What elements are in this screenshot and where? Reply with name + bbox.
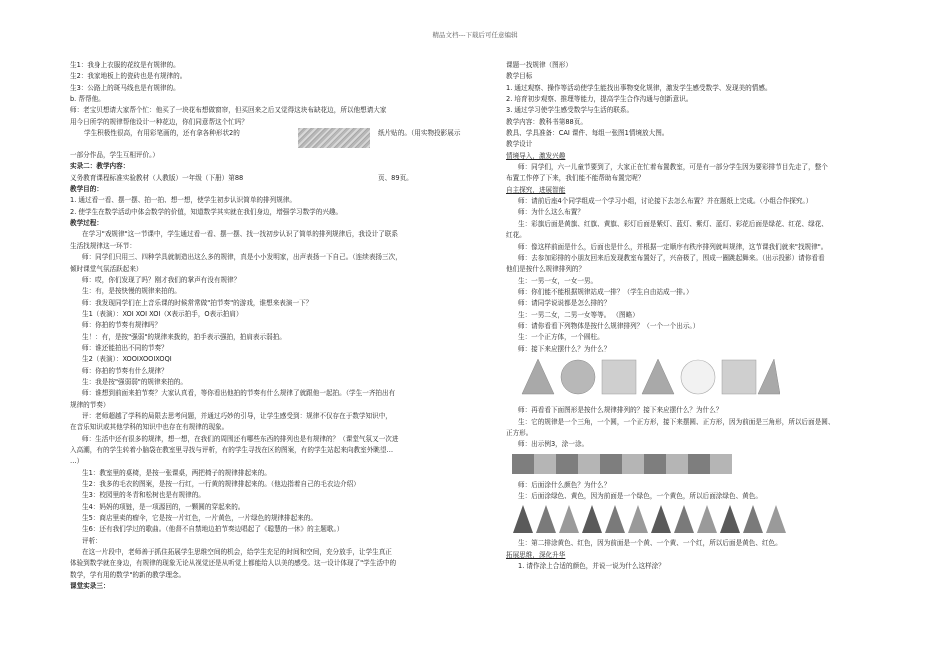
text-line: 生：第二排涂黄色、红色，因为前面是一个黄、一个黄、一个红，所以后面是黄色、红色。 xyxy=(518,539,782,548)
text-line: 生！：有，是按"强弱"的规律来拨的，拍手表示强拍，拍肩表示弱拍。 xyxy=(82,332,286,341)
text-line: 倾时课堂气氛活跃起来） xyxy=(70,264,143,273)
text-line: 一部分作品，学生互相评价。） xyxy=(70,151,160,160)
text-line: 师：谁想到前面来拍节奏？大家认真看，等你看出他拍的节奏有什么规律了就跟他一起拍。（学生一齐拍出有 xyxy=(82,389,396,398)
text-line: 师：去参加彩排的小朋友回来后发现教室布置好了，兴奋极了，围成一圈跳起舞来。（出示投影）请你看看 xyxy=(518,253,825,262)
text-line: 纸片贴的。（用实物投影展示 xyxy=(378,129,461,138)
text-line: 师：再看看下面图形是按什么规律排列的？接下来应摆什么？为什么？ xyxy=(518,406,723,415)
color-square xyxy=(600,454,622,474)
text-line: 师：出示例3，涂一涂。 xyxy=(518,440,589,449)
color-square xyxy=(688,454,710,474)
square-shape xyxy=(722,360,756,394)
text-line: 师：请前后座4个同学组成一个学习小组，讨论接下去怎么布置？并在题纸上完成。（小组合作探究。） xyxy=(518,197,813,206)
text-line: 入高潮，有的学生转着小脑袋在教室里寻找与评析，有的学生寻找在区的图案，有的学生站起来向教室外眺望… xyxy=(70,446,394,454)
right-column xyxy=(506,60,901,572)
color-triangle xyxy=(719,504,741,534)
section-heading: 课堂实录三： xyxy=(70,582,110,591)
circle-shape xyxy=(681,360,715,394)
text-line: 学生积极性很高，有用彩笔画的，还有拿各种形状2的 xyxy=(84,129,240,138)
text-line: 3. 通过学习使学生感受数学与生活的联系。 xyxy=(506,106,634,115)
text-line: 生1：我身上衣服的花纹是有规律的。 xyxy=(70,61,180,69)
text-line: 评：老师超越了学科的局限去思考问题，并通过巧妙的引导，让学生感受到：规律不仅存在于数学知识中， xyxy=(82,411,392,420)
text-line: 师：你拍的节奏有什么规律？ xyxy=(82,366,168,375)
text-line: 数学，学有用的数学"的新的教学理念。 xyxy=(70,570,186,579)
color-triangle xyxy=(512,504,534,534)
text-line: 师：请你看看下列物体是按什么规律排列？（一个一个出示。） xyxy=(518,321,700,330)
text-line: 师：像这样前面是什么，后面也是什么，并根据一定顺序有秩序排列就叫规律，这节课我们就来"找规律"。 xyxy=(518,242,828,251)
text-line: 生：一个正方体，一个圆柱。 xyxy=(518,333,604,342)
text-line: …） xyxy=(70,457,84,466)
text-line: 师：为什么这么布置？ xyxy=(518,208,584,217)
text-line: 生：我是按"强弱弱"的规律来拍的。 xyxy=(82,377,187,386)
text-line: 生5：商店里卖的瘤伞，它是按一片红色，一片黄色，一片绿色的规律排起来的。 xyxy=(82,514,317,523)
text-line: 师：谁还能拍出不同的节奏？ xyxy=(82,343,168,352)
text-line: 生3：校园里的冬青和松树也是有规律的。 xyxy=(82,491,205,500)
text-line: 生：后面涂绿色、黄色，因为前面是一个绿色，一个黄色，所以后面涂绿色、黄色。 xyxy=(518,492,762,500)
lesson-title: 课题一找规律（图形） xyxy=(506,61,572,69)
text-line: 师：老宝贝想请大家帮个忙：他买了一块花布想做窗帘，但买回来之后又觉得这块布缺花边，所以他想请大家 xyxy=(70,106,387,115)
section-heading: 实录二：教学内容： xyxy=(70,162,130,171)
text-row xyxy=(70,173,470,184)
section-heading: 情境导入，激发兴趣 xyxy=(506,151,566,160)
text-line: 生2（表演）：XOOIXOOIXOQI xyxy=(82,355,172,364)
color-triangle xyxy=(765,504,787,534)
text-line: 师：接下来应摆什么？为什么？ xyxy=(518,344,611,353)
text-line: 生活找规律这一环节： xyxy=(70,241,136,250)
text-line: 生4：妈妈的项链，是一项源回的，一颗圆的穿起来的。 xyxy=(82,502,245,511)
text-line: 他们是按什么规律排列的？ xyxy=(506,265,586,274)
text-line: 生：一男一女，一女一男。 xyxy=(518,276,598,285)
text-line: 师：生活中还有很多的规律，想一想，在我们的周围还有哪些东西的排列也是有规律的？（课堂气氛又一次进 xyxy=(82,434,399,443)
square-shape xyxy=(602,360,636,394)
section-heading: 教学过程： xyxy=(70,219,103,228)
text-line: 在音乐知识或其他学科的知识中也存在有规律的现象。 xyxy=(70,423,229,432)
text-line: 教具、学具准备：CAI 课件、每组一张图1情境放大图。 xyxy=(506,129,669,138)
text-line: 义务教育课程标准实验教材（人教版）一年级（下册）第88 xyxy=(70,173,244,182)
text-line: 正方形。 xyxy=(506,428,533,437)
text-line: 教学内容：教科书第88页。 xyxy=(506,117,587,126)
text-line: 布置工作停了下来，我们能不能帮助布置完呢？ xyxy=(506,174,645,183)
section-heading: 拓展思维，深化升华 xyxy=(506,550,566,559)
triangle-shape xyxy=(522,359,554,394)
color-triangle xyxy=(558,504,580,534)
text-line: 体验到数学就在身边，有规律的现象无论从视觉还是从听觉上都能给人以美的感受。这一设计体现了"学生活中的 xyxy=(70,559,397,568)
text-line: 教学设计 xyxy=(506,140,533,149)
color-square xyxy=(710,454,732,474)
color-square xyxy=(512,454,534,474)
text-line: 生：有，是按快慢的规律来拍的。 xyxy=(82,287,181,296)
text-line: 师：我发现同学们在上音乐课的时候常常做"拍节奏"的游戏，谁想来表演一下？ xyxy=(82,298,313,307)
text-line: 教学目标 xyxy=(506,72,533,81)
text-line: 生2：我家地板上的瓷砖也是有规律的。 xyxy=(70,72,187,81)
text-line: 师：后面涂什么颜色？为什么？ xyxy=(518,480,611,489)
color-triangle-strip xyxy=(512,504,901,534)
text-line: 生：一男二女，二男一女等等。 （图略） xyxy=(518,310,639,319)
text-line: 师：请同学说说都是怎么排的？ xyxy=(518,299,611,308)
text-line: 生：它的规律是一个三角，一个圆，一个正方形，接下来摆圆、正方形，因为前面是三角形，所以后面是圆、 xyxy=(518,417,835,426)
text-line: 生2：我多的毛衣的图案，是按一行红，一行黄的规律排起来的。（他边指着自己的毛衣边介绍） xyxy=(82,480,360,489)
text-line: 在这一片段中，老师善于抓住拓展学生思维空间的机会，给学生充足的时间和空间，充分放手，让学生真正 xyxy=(82,548,392,557)
text-line: 师：你拍的节奏有规律吗？ xyxy=(82,321,162,330)
color-square xyxy=(578,454,600,474)
text-line: 在学习"戏规律"这一节课中，学生通过看一看、摆一摆、找一找初步认识了简单的排列规律后，我设计了联系 xyxy=(82,230,398,239)
color-square xyxy=(556,454,578,474)
text-line: 师：哎，你们发现了吗？刚才我们的掌声有没有规律？ xyxy=(82,275,241,284)
color-triangle xyxy=(535,504,557,534)
color-square xyxy=(534,454,556,474)
text-line: 师：同学们，六一儿童节要到了，大家正在忙着布置教室，可是有一部分学生因为要彩排节目先走了，整个 xyxy=(518,163,828,172)
color-triangle xyxy=(696,504,718,534)
text-line: 生：彩旗后面是黄旗、红旗、黄旗、彩灯后面是紫灯、蓝灯、紫灯、蓝灯、彩花后面是绿花、红花、绿花、 xyxy=(518,219,828,228)
left-column xyxy=(70,60,470,592)
color-triangle xyxy=(742,504,764,534)
text-line: 师：同学们只用三、四种学具就制造出这么多的规律，真是小小发明家，出声表扬一下自己。（连续表扬三次， xyxy=(82,253,402,262)
color-triangle xyxy=(604,504,626,534)
text-line: 生3：公路上的斑马线也是有规律的。 xyxy=(70,83,180,92)
color-triangle xyxy=(673,504,695,534)
color-square xyxy=(644,454,666,474)
section-heading: 自主探究，进展智能 xyxy=(506,185,566,194)
page-header: 精品文档---下载后可任意编辑 xyxy=(432,31,518,39)
text-line: b. 帮帮他。 xyxy=(70,95,105,104)
color-triangle xyxy=(581,504,603,534)
section-heading: 教学目的： xyxy=(70,185,103,194)
triangle-shape xyxy=(642,359,674,394)
text-line: 师：你们能不能根据规律站成一排？（学生自由站成一排。） xyxy=(518,287,693,296)
text-line: 规律的节奏） xyxy=(70,400,110,409)
text-line: 红花。 xyxy=(506,231,526,240)
text-line: 1. 通过观察、操作等活动使学生能找出事物变化规律，激发学生感受数学、发现美的情感。 xyxy=(506,83,772,92)
text-line: 1. 请作涂上合适的颜色，并说一说为什么这样涂？ xyxy=(518,562,665,571)
color-triangle xyxy=(627,504,649,534)
text-line: 用今日所学的规律帮他设计一种花边，你们同意帮这个忙吗？ xyxy=(70,117,249,126)
fabric-texture-image xyxy=(298,128,370,148)
text-line: 1. 通过看一看、摆一摆、拍一拍、想一想，使学生初步认识简单的排列规律。 xyxy=(70,196,296,205)
text-line: 生1（表演）：XOI XOI XOI（X表示拍手，O表示拍肩） xyxy=(82,309,243,318)
text-with-image-row xyxy=(70,128,470,150)
shape-sequence-figure xyxy=(520,357,780,397)
triangle-shape xyxy=(758,359,780,394)
circle-shape xyxy=(561,360,595,394)
color-square xyxy=(666,454,688,474)
text-line: 评析： xyxy=(82,536,102,545)
text-line: 页、89页。 xyxy=(378,173,413,182)
text-line: 2. 使学生在数学活动中体会数学的价值，知道数学其实就在我们身边，增强学习数学的兴趣。 xyxy=(70,207,343,216)
text-line: 生1：教室里的桌椅，是按一张课桌，两把椅子的规律排起来的。 xyxy=(82,468,271,477)
color-square-strip xyxy=(512,454,901,474)
color-triangle xyxy=(650,504,672,534)
color-square xyxy=(622,454,644,474)
text-line: 2. 培育初步观察、推理等能力，提高学生合作沟通与创新意识。 xyxy=(506,95,693,104)
text-line: 生6：还有我们学过的歌曲。（他督不自禁地边拍节奏边唱起了《聪慧的一休》的主题歌。） xyxy=(82,525,344,534)
